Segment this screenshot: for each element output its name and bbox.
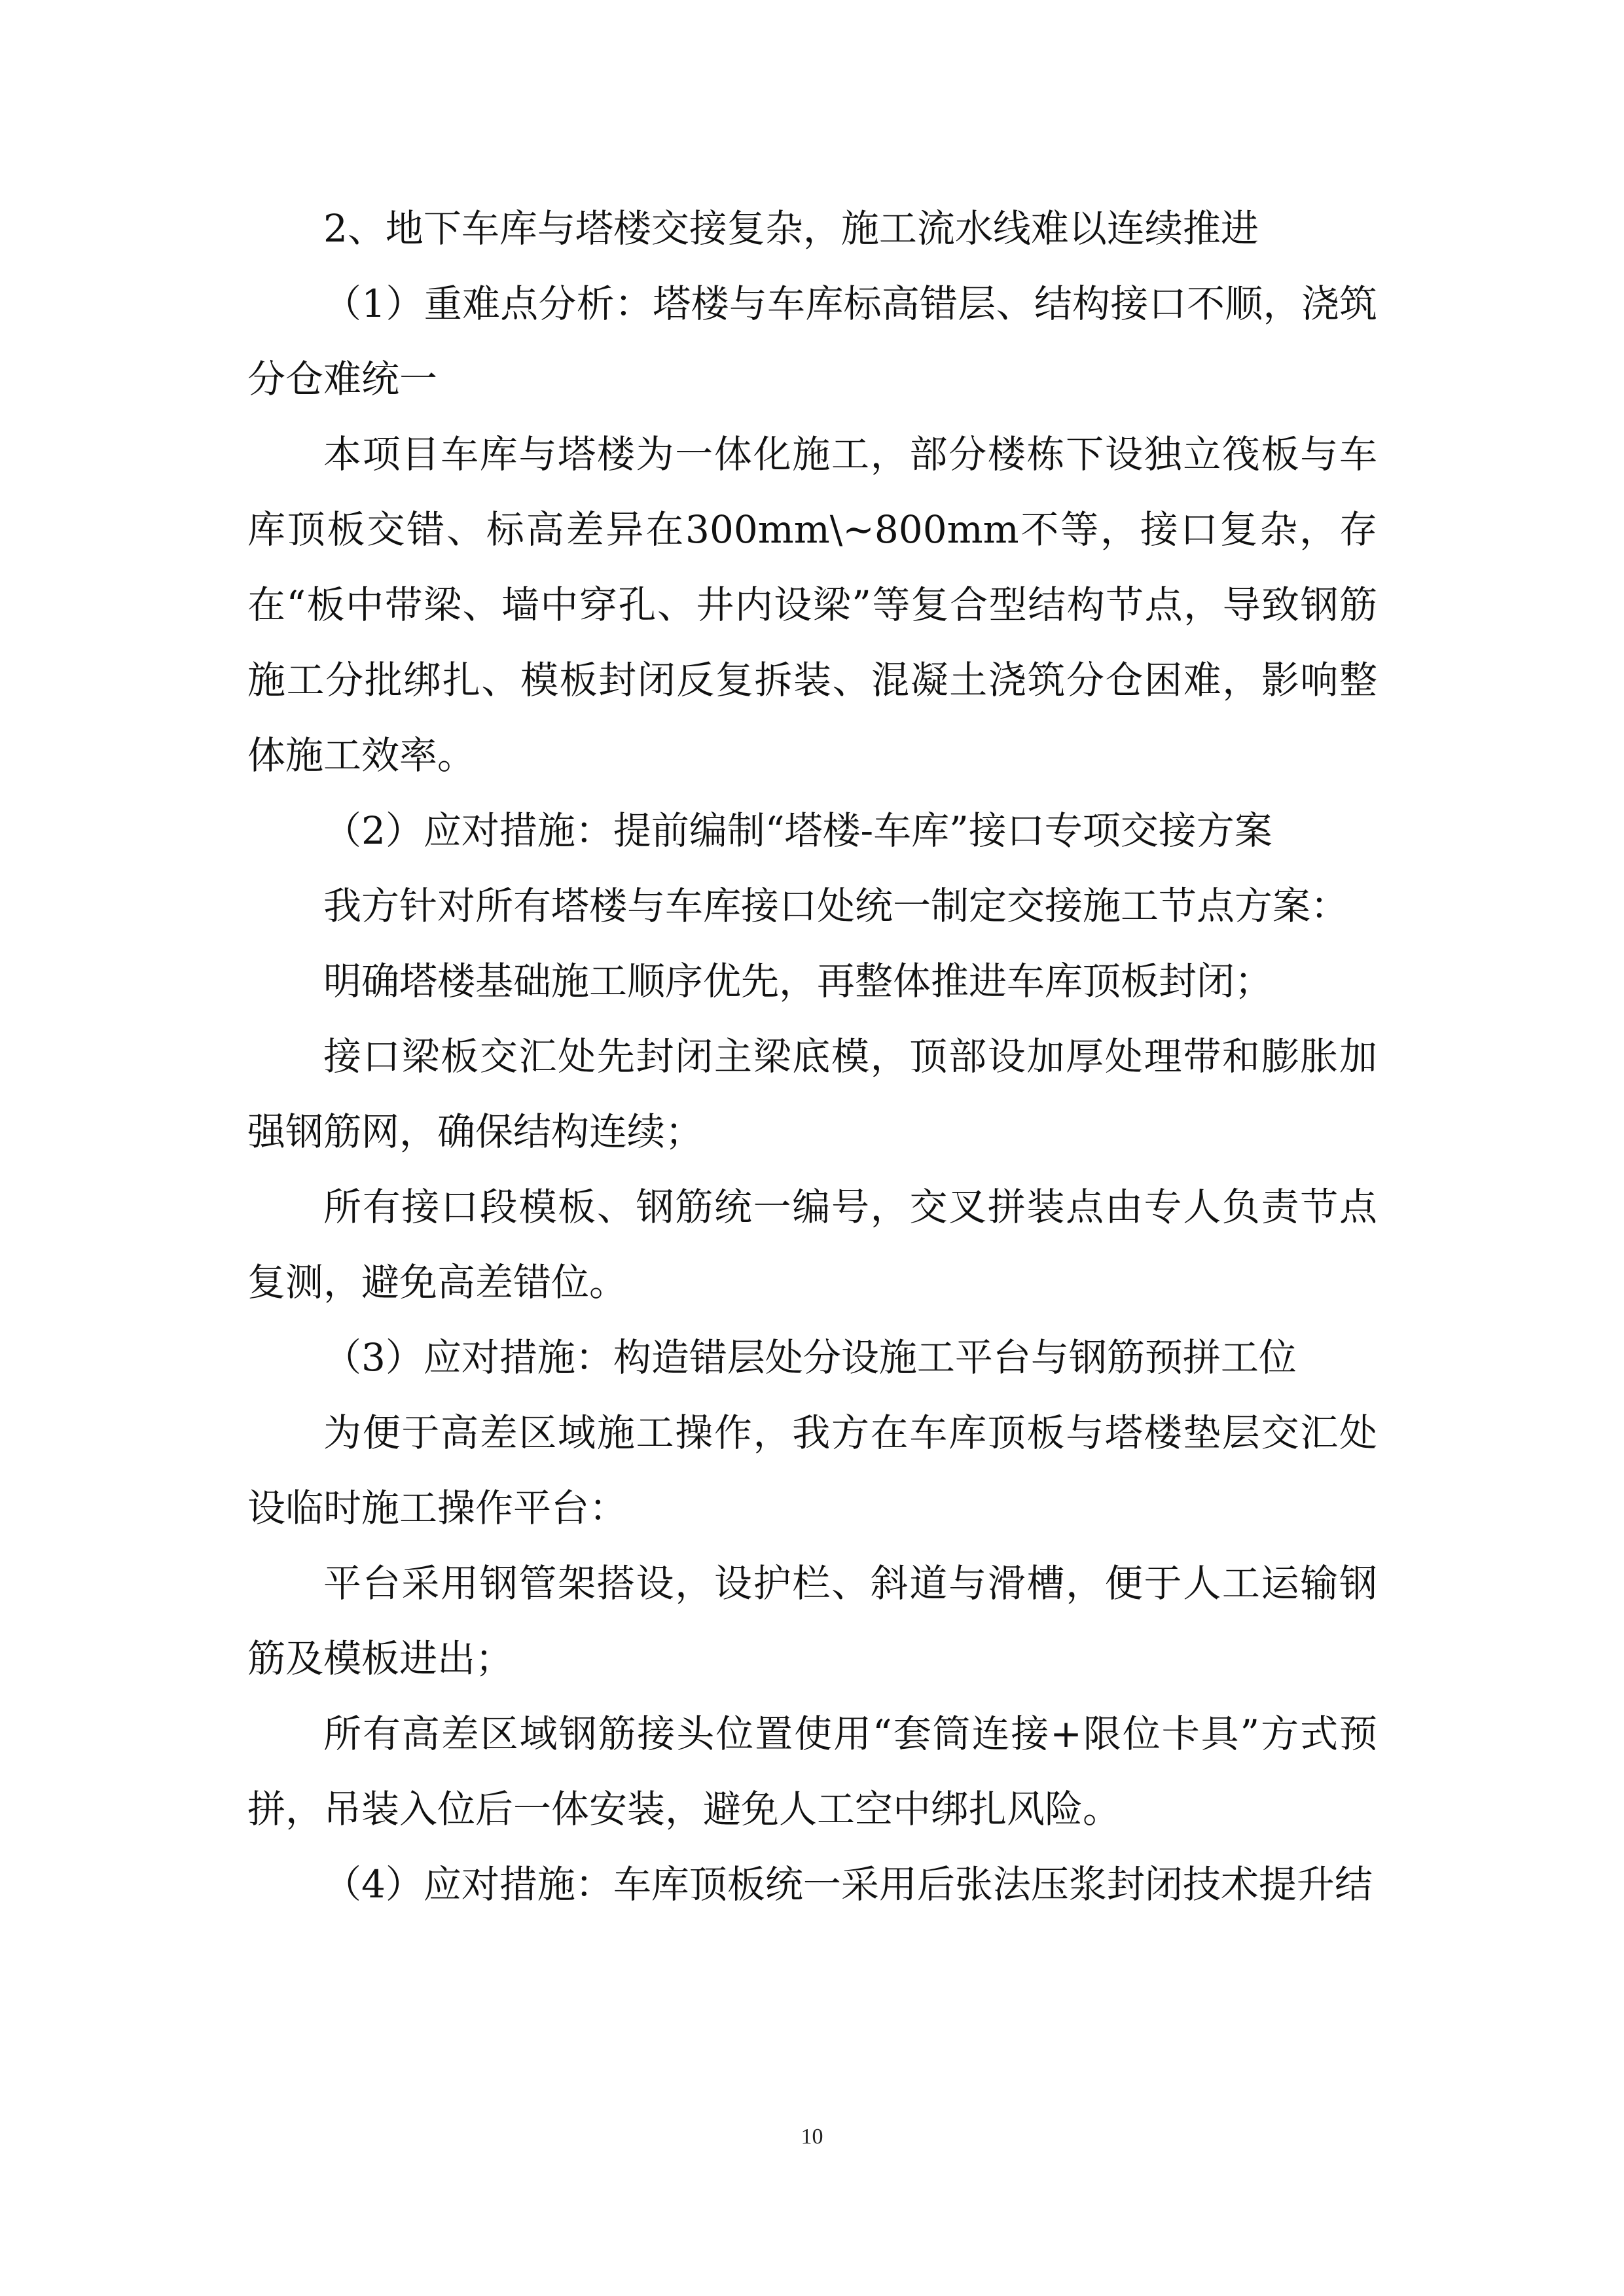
paragraph-measure-4-heading: （4）应对措施：车库顶板统一采用后张法压浆封闭技术提升结 bbox=[323, 1862, 1373, 1907]
paragraph-platform-scaffold: 平台采用钢管架搭设，设护栏、斜道与滑槽，便于人工运输钢筋及模板进出； bbox=[247, 1561, 1377, 1681]
paragraph-temporary-platform: 为便于高差区域施工操作，我方在车库顶板与塔楼垫层交汇处设临时施工操作平台： bbox=[247, 1410, 1377, 1530]
paragraph-numbering-recheck: 所有接口段模板、钢筋统一编号，交叉拼装点由专人负责节点复测，避免高差错位。 bbox=[247, 1185, 1377, 1304]
document-body bbox=[247, 191, 1377, 1922]
paragraph-sleeve-connection: 所有高差区域钢筋接头位置使用“套筒连接+限位卡具”方式预拼，吊装入位后一体安装，避免人工空中绑扎风险。 bbox=[247, 1712, 1377, 1831]
section-heading: 2、地下车库与塔楼交接复杂，施工流水线难以连续推进 bbox=[323, 206, 1259, 251]
page-number: 10 bbox=[801, 2125, 823, 2149]
paragraph-unified-plan: 我方针对所有塔楼与车库接口处统一制定交接施工节点方案： bbox=[323, 884, 1349, 928]
paragraph-project-description: 本项目车库与塔楼为一体化施工，部分楼栋下设独立筏板与车库顶板交错、标高差异在300mm\~800mm不等，接口复杂，存在“板中带梁、墙中穿孔、井内设梁”等复合型结构节点，导致钢筋施工分批绑扎、模板封闭反复拆装、混凝土浇筑分仓困难，影响整体施工效率。 bbox=[247, 432, 1377, 778]
paragraph-beam-slab-junction: 接口梁板交汇处先封闭主梁底模，顶部设加厚处理带和膨胀加强钢筋网，确保结构连续； bbox=[247, 1034, 1377, 1154]
paragraph-sequence-priority: 明确塔楼基础施工顺序优先，再整体推进车库顶板封闭； bbox=[323, 959, 1273, 1003]
paragraph-measure-2-heading: （2）应对措施：提前编制“塔楼-车库”接口专项交接方案 bbox=[323, 808, 1272, 853]
paragraph-analysis-heading: （1）重难点分析：塔楼与车库标高错层、结构接口不顺，浇筑分仓难统一 bbox=[247, 281, 1377, 401]
paragraph-measure-3-heading: （3）应对措施：构造错层处分设施工平台与钢筋预拼工位 bbox=[323, 1335, 1297, 1380]
